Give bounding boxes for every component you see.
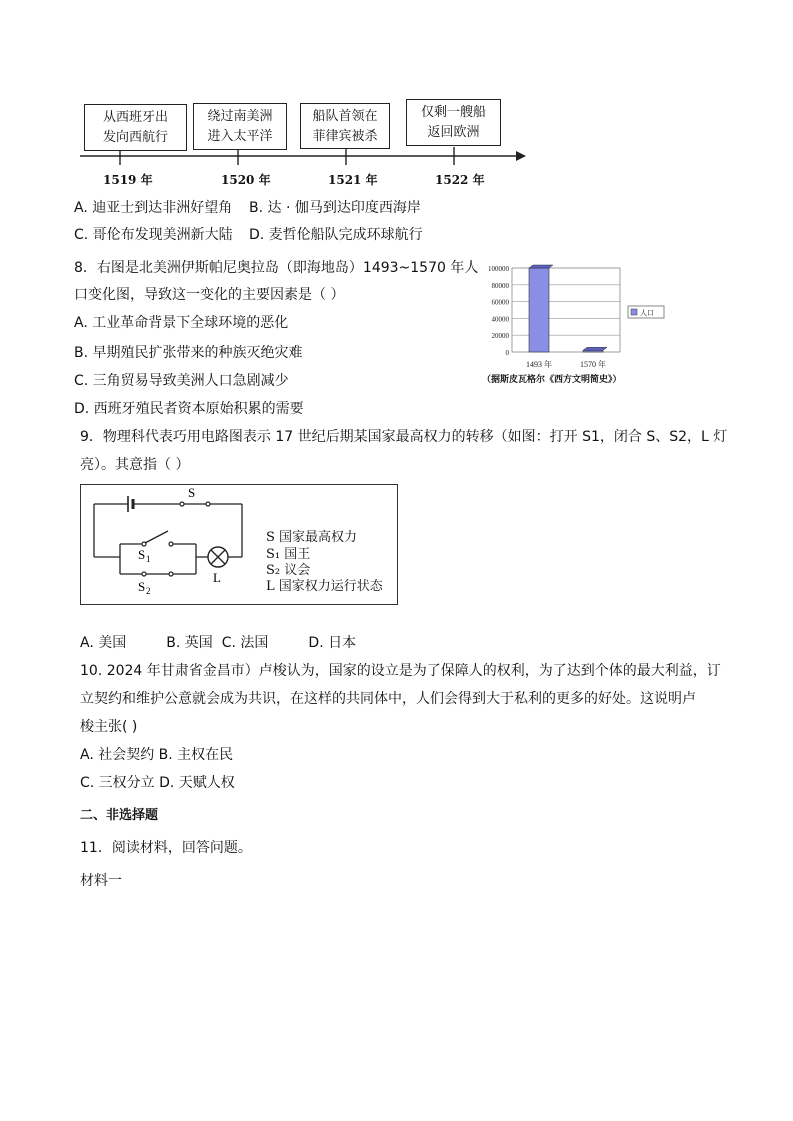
q10-stem-line2: 立契约和维护公意就会成为共识，在这样的共同体中，人们会得到大于私利的更多的好处。这说明卢 [80, 691, 696, 707]
timeline-event-text: 从西班牙出 发向西航行 [102, 110, 168, 145]
chart-legend-swatch [631, 309, 637, 315]
timeline-year-3: 1521 年 [328, 173, 378, 187]
chart-legend-label: 人口 [640, 309, 654, 317]
timeline-event-1 [84, 104, 187, 151]
timeline-event-4 [406, 99, 501, 146]
circuit-label-s1: S [138, 547, 146, 562]
material-label: 材料一 [80, 873, 122, 889]
chart-y-tick-label: 20000 [491, 332, 509, 341]
chart-source: （据斯皮瓦格尔《西方文明简史》） [482, 375, 622, 385]
chart-bar-top [529, 265, 553, 268]
circuit-label-s1-sub: 1 [146, 554, 151, 564]
circuit-legend-s2: S₂ 议会 [266, 563, 311, 578]
q9-options: A. 美国 B. 英国 C. 法国 D. 日本 [80, 635, 357, 651]
q10-stem-line1: 10. 2024 年甘肃省金昌市）卢梭认为，国家的设立是为了保障人的权利，为了达到个体的最大利益，订 [80, 663, 721, 679]
chart-y-tick-label: 100000 [488, 265, 509, 273]
q8-option-b: B. 早期殖民扩张带来的种族灭绝灾难 [74, 345, 303, 361]
q11-stem: 11．阅读材料，回答问题。 [80, 840, 252, 856]
chart-bar [583, 350, 603, 352]
q7-option-b: B. 达 · 伽马到达印度西海岸 [249, 200, 421, 216]
q10-options-line2: C. 三权分立 D. 天赋人权 [80, 775, 235, 791]
circuit-label-s2: S [138, 579, 146, 594]
timeline-event-text: 绕过南美洲 进入太平洋 [207, 109, 273, 144]
chart-y-tick-label: 80000 [491, 281, 509, 290]
population-chart-svg [472, 258, 672, 390]
circuit-label-s: S [188, 485, 196, 500]
q8-option-c: C. 三角贸易导致美洲人口急剧减少 [74, 373, 289, 389]
q7-option-c: C. 哥伦布发现美洲新大陆 [74, 227, 233, 243]
q8-stem-line1: 8．右图是北美洲伊斯帕尼奥拉岛（即海地岛）1493~1570 年人 [74, 260, 479, 276]
chart-plot-area [512, 268, 620, 352]
q9-stem-line1: 9．物理科代表巧用电路图表示 17 世纪后期某国家最高权力的转移（如图：打开 S1，闭合 S、S2，L 灯 [80, 429, 728, 445]
q7-option-d: D. 麦哲伦船队完成环球航行 [249, 227, 423, 243]
chart-x-tick-label: 1493 年 [526, 360, 552, 369]
timeline-event-text: 船队首领在 菲律宾被杀 [312, 109, 378, 144]
q10-stem-line3: 梭主张( ) [80, 719, 138, 735]
section-title: 二、非选择题 [80, 808, 159, 823]
chart-y-tick-label: 0 [505, 349, 509, 357]
q8-stem-line2: 口变化图，导致这一变化的主要因素是（ ） [74, 287, 345, 303]
timeline-event-2 [193, 103, 287, 150]
timeline-year-4: 1522 年 [435, 173, 485, 187]
chart-bar [529, 268, 549, 352]
q8-option-a: A. 工业革命背景下全球环境的恶化 [74, 315, 289, 331]
chart-y-tick-label: 60000 [491, 298, 509, 307]
circuit-label-l: L [213, 570, 221, 585]
chart-x-tick-label: 1570 年 [580, 360, 606, 369]
circuit-figure [80, 484, 398, 605]
q9-stem-line2: 亮）。其意指（ ） [80, 457, 190, 473]
circuit-legend-l: L 国家权力运行状态 [266, 579, 383, 594]
timeline-year-1: 1519 年 [103, 173, 153, 187]
circuit-label-s2-sub: 2 [146, 586, 151, 596]
q10-options-line1: A. 社会契约 B. 主权在民 [80, 747, 234, 763]
timeline-event-text: 仅剩一艘船 返回欧洲 [420, 105, 486, 140]
chart-bar-top [583, 347, 607, 350]
q8-option-d: D. 西班牙殖民者资本原始积累的需要 [74, 401, 304, 417]
circuit-legend-s1: S₁ 国王 [266, 547, 311, 562]
chart-y-tick-label: 40000 [491, 315, 509, 324]
circuit-legend-s: S 国家最高权力 [266, 530, 358, 545]
q7-option-a: A. 迪亚士到达非洲好望角 [74, 200, 233, 216]
timeline-year-2: 1520 年 [221, 173, 271, 187]
timeline-event-3 [300, 103, 390, 149]
population-chart [472, 258, 672, 390]
